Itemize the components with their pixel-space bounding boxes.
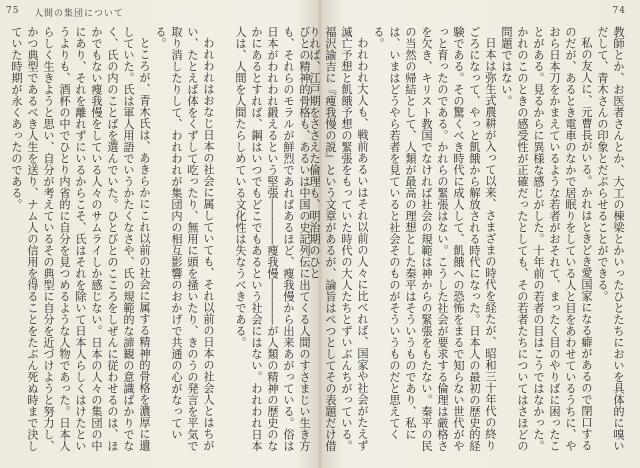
paragraph: ところが、青木氏は、あきらかにこれ以前の社会に属する精神的骨格を濃厚に遺していた。氏は軍人用語でいうかたくなさや、氏の規範的な諦観の意識ばかりでなく、氏の内のことばを選んでいた。ひとびとのこころをしぜんに従わせるのは、ほかでもない痩我慢をしている人々のサムライしか感じない。日本の人々の集団の中にあり、それを離れずにいるからこそ、氏はそれを除いて日本人らしくはけたというよりも、酒杯の中でひとり内省的に自分を見つめるような人物であった。日本人らしく生きようと思い、自分が考えているその典型に自分を近づけようと努力し、かつ典型であるべき人生を送り、ナム人の信用を得ることをたぶん死ぬ時まで決していた時期が永くあったのである。 [10,26,151,452]
right-page-body [308,26,626,458]
paragraph: 教師とか、お医者さんとか、大工の棟梁とかいったひとたちにおいを具体的に嗅いだして、青木さんの印象とだぶらせることができる。 [596,26,625,452]
running-title: 人間の集団について [34,9,124,19]
paragraph: 私の友人に、元曹長がいる。かれはときどき愛国家になる癖があるので閉口するのだが、あるとき電車のなかで居眠りをしている人と目をあわせているうちに、やおら日本刀をかまえているような若者がおそれて、まったく目のやりばに困ったことがある。見るからに異様な感じがした。十年前の若者の目はこうではなかった。かれのこのときの感受性が正確だったとしても、その若者たちについてはさほどの問題ではない。 [500,26,593,452]
paragraph: われわれはおなじ日本の社会に属していても、それ以前の日本の社会人とはちがい、たとえば体をくずして吃ったり、無用に頭を掻いたり、きのうの発言を平気で取り消したりして、われわれが集団内の相互影響のおかげで共通の心がなっている。 [154,26,215,452]
paragraph: 日本は弥生式農耕が入って以来、さまざまの時代を経たが、昭和三十年代の終りごろになって、やっと飢餓から解放される時代になった。日本人の最初の歴史的経験である。その驚くべき時代に成人して、飢餓への恐怖をまるで知らない世代がやっと育ったのである。かれらの緊張はない。こうした社会が要求する倫理は厳格さを欠き、キリスト教国でなければ社会の規範は神からの緊張をもたない。秦平の民の当然の帰結として、人類が最高の理想とした秦平はそういうものであり、私には、いまはどうやら若者を見ていると社会そのものがそういうものだと思えてくる。 [372,26,497,452]
page-number-left: 75 [6,6,20,16]
paragraph: びとの精神的骨格も、あるいは中国の史記列伝に出てくる人間のすさまじい生き方も、それらのモラルが鮮烈であればあるほど、痩我慢から出来あがっている。俗は日本がわれわれ鍛えるという堅張――――痩我慢――――が人類の精神の歴史のなかにあるとすれば、鋼はいつでもどこでもあるという社会にはない。われわれ日本人は、人間を人間たらしめている文化性は失なうべきである。 [234,26,311,452]
page-number-right: 74 [612,6,626,16]
paragraph: われわれ大人も、戦前あるいはそれ以前の人々に比べれば、国家や社会がたえず滅亡予想と飢餓予想の緊張をもっていた時代の大人たちとずいぶんちがっている。福沢諭吉に『痩我慢の説』という文章があるが、論旨はぺつとしてその表題だけ借りれば、江戸期をささえた倫理も、明治期のひと [308,26,369,452]
left-page-body [10,26,312,458]
